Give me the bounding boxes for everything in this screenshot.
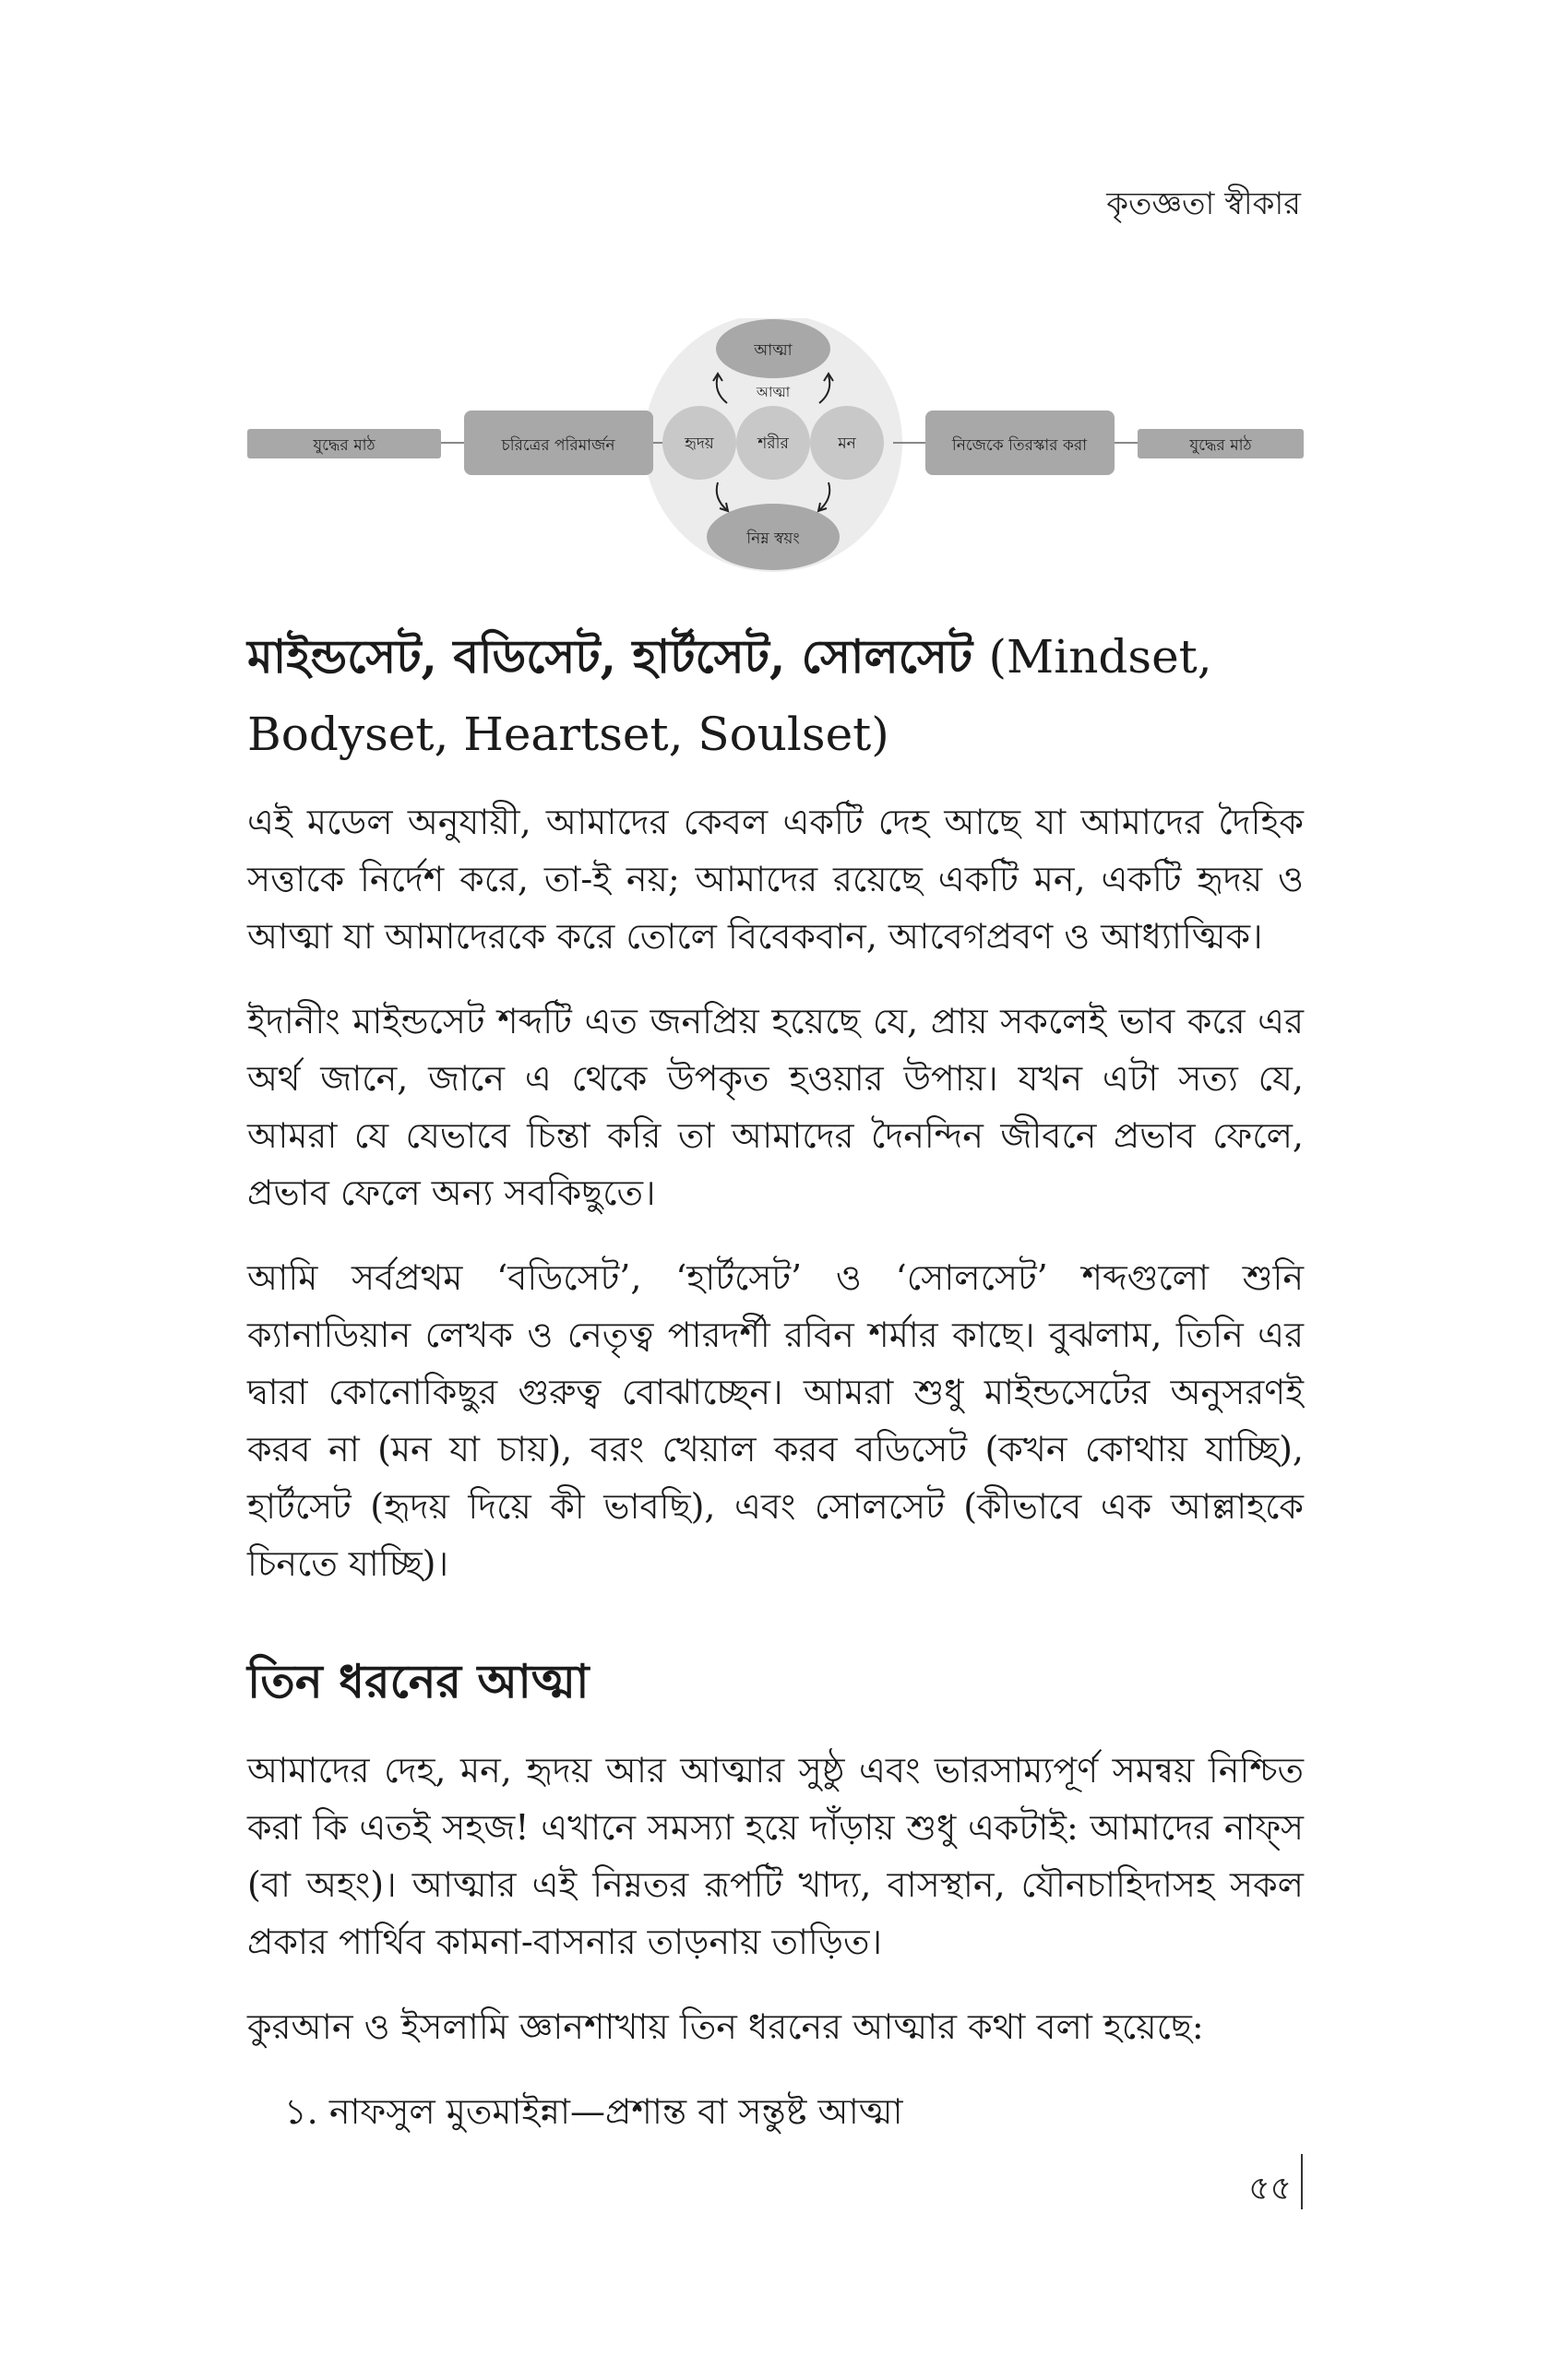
- left-box-label: চরিত্রের পরিমার্জন: [501, 436, 615, 455]
- mind-label: মন: [838, 434, 856, 453]
- list-item: ১. নাফসুল মুতমাইন্না—প্রশান্ত বা সন্তুষ্ট আত্মা: [284, 2091, 903, 2132]
- right-box-label: নিজেকে তিরস্কার করা: [951, 436, 1088, 455]
- page-number: ৫৫: [1248, 2170, 1292, 2207]
- page-content: [247, 618, 1304, 2140]
- souls-list: [247, 2083, 1304, 2140]
- paragraph: কুরআন ও ইসলামি জ্ঞানশাখায় তিন ধরনের আত্মার কথা বলা হয়েছে:: [247, 2006, 1204, 2047]
- paragraph: আমি সর্বপ্রথম ‘বডিসেট’, ‘হার্টসেট’ ও ‘সোলসেট’ শব্দগুলো শুনি ক্যানাডিয়ান লেখক ও নেতৃত্ব পারদর্শী রবিন শর্মার কাছে। বুঝলাম, তিনি এর দ্বারা কোনোকিছুর গুরুত্ব বোঝাচ্ছেন। আমরা শুধু মাইন্ডসেটের অনুসরণই করব না (মন যা চায়), বরং খেয়াল করব বডিসেট (কখন কোথায় যাচ্ছি), হার্টসেট (হৃদয় দিয়ে কী ভাবছি), এবং সোলসেট (কীভাবে এক আল্লাহকে চিনতে যাচ্ছি)।: [247, 1257, 1304, 1584]
- top-oval-label: আত্মা: [754, 341, 793, 360]
- paragraph: ইদানীং মাইন্ডসেট শব্দটি এত জনপ্রিয় হয়েছে যে, প্রায় সকলেই ভাব করে এর অর্থ জানে, জানে এ থেকে উপকৃত হওয়ার উপায়। যখন এটা সত্য যে, আমরা যে যেভাবে চিন্তা করি তা আমাদের দৈনন্দিন জীবনে প্রভাব ফেলে, প্রভাব ফেলে অন্য সবকিছুতে।: [247, 1001, 1304, 1213]
- section-heading-bangla: মাইন্ডসেট, বডিসেট, হার্টসেট, সোলসেট: [247, 629, 973, 684]
- soul-model-diagram: [247, 318, 1304, 577]
- body-label: শরীর: [757, 434, 789, 453]
- inner-label: আত্মা: [756, 384, 791, 400]
- heart-label: হৃদয়: [685, 434, 714, 453]
- paragraph: আমাদের দেহ, মন, হৃদয় আর আত্মার সুষ্ঠু এবং ভারসাম্যপূর্ণ সমন্বয় নিশ্চিত করা কি এতই সহজ! এখানে সমস্যা হয়ে দাঁড়ায় শুধু একটাই: আমাদের নাফ্স (বা অহং)। আত্মার এই নিম্নতর রূপটি খাদ্য, বাসস্থান, যৌনচাহিদাসহ সকল প্রকার পার্থিব কামনা-বাসনার তাড়নায় তাড়িত।: [247, 1750, 1304, 1962]
- page-number-divider: [1301, 2154, 1303, 2209]
- section-heading-mindset: [247, 618, 1304, 773]
- paragraph: এই মডেল অনুযায়ী, আমাদের কেবল একটি দেহ আছে যা আমাদের দৈহিক সত্তাকে নির্দেশ করে, তা-ই নয়; আমাদের রয়েছে একটি মন, একটি হৃদয় ও আত্মা যা আমাদেরকে করে তোলে বিবেকবান, আবেগপ্রবণ ও আধ্যাত্মিক।: [247, 802, 1304, 957]
- section-heading-three-souls: তিন ধরনের আত্মা: [247, 1654, 590, 1708]
- bottom-oval-label: নিম্ন স্বয়ং: [746, 530, 800, 548]
- section-heading-latin: (Mindset, Bodyset, Heartset, Soulset): [247, 630, 1212, 761]
- running-head: কৃতজ্ঞতা স্বীকার: [1106, 185, 1301, 222]
- left-end-label: যুদ্ধের মাঠ: [313, 436, 376, 455]
- right-end-label: যুদ্ধের মাঠ: [1189, 436, 1252, 455]
